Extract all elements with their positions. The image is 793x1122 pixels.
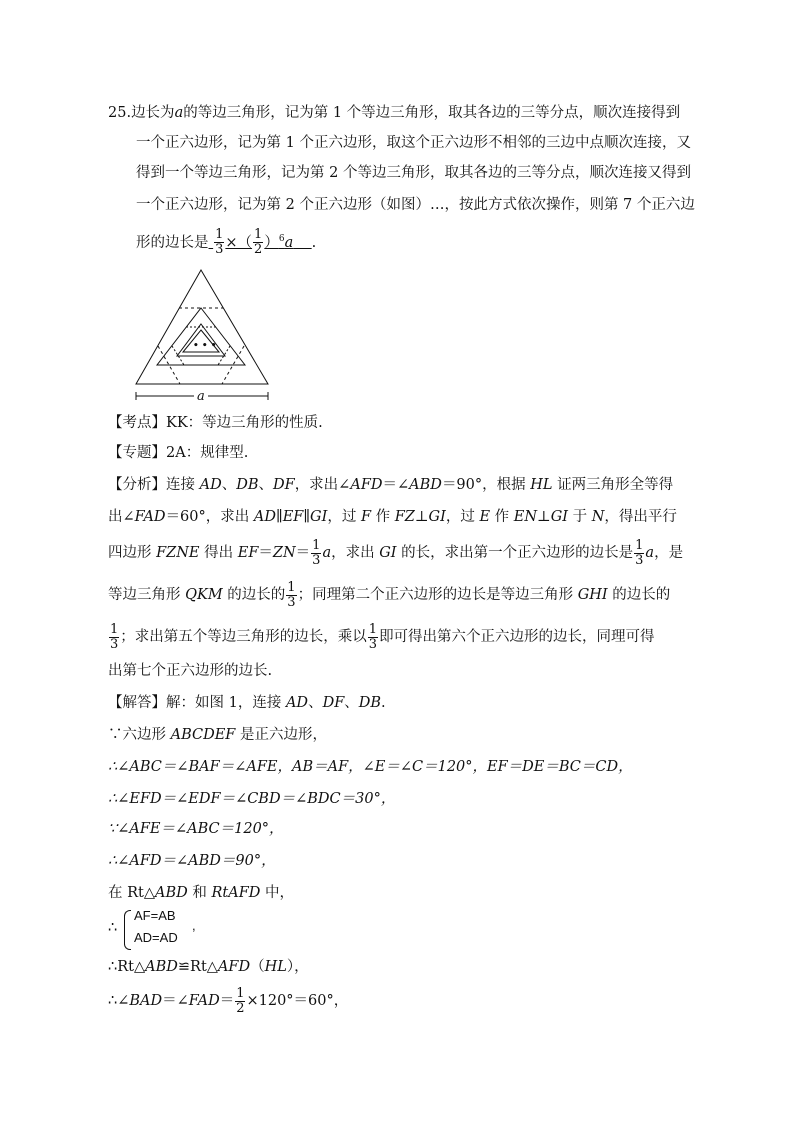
var: E [479, 509, 491, 525]
text: 的等边三角形，记为第 1 个等边三角形，取其各边的三等分点，顺次连接得到 [183, 105, 681, 121]
therefore-symbol: ∴ [108, 920, 118, 936]
var: a [322, 545, 332, 561]
text: ∴Rt△ [108, 959, 146, 975]
text: ＝ [295, 545, 311, 561]
var: ABD [145, 959, 178, 975]
var: BAD [129, 993, 163, 1009]
text: 的边长的 [222, 587, 286, 603]
fraction [311, 539, 321, 568]
text: 是正六边形， [235, 727, 327, 743]
text: 中， [260, 885, 295, 901]
text: 在 Rt△ [108, 885, 156, 901]
text: 的边长的 [607, 587, 671, 603]
var: FAD [188, 993, 220, 1009]
numerator: 1 [368, 621, 378, 637]
fraction [235, 987, 245, 1016]
denominator: 3 [635, 552, 644, 568]
var: ABCDEF [170, 727, 236, 743]
text: ≌Rt△ [177, 959, 218, 975]
text: ∥ [303, 509, 311, 525]
fraction [109, 623, 119, 652]
fraction [368, 623, 378, 652]
text: ×120°＝60°， [246, 993, 349, 1009]
problem-number: 25. [108, 105, 132, 121]
analysis-line-5 [108, 620, 655, 654]
text: 于 [568, 509, 592, 525]
problem-line-3: 得到一个等边三角形，记为第 2 个等边三角形，取其各边的三等分点，顺次连接又得到 [136, 165, 691, 181]
variable-a: a [174, 105, 184, 121]
var: N [591, 509, 605, 525]
system-eq-1: AF=AB [134, 908, 176, 923]
text: ∵六边形 [108, 727, 171, 743]
answer-fraction-1 [214, 228, 224, 257]
text: ×（ [225, 234, 253, 251]
section-tag: 【解答】 [108, 695, 166, 711]
var: a [645, 545, 655, 561]
denominator: 2 [236, 1000, 245, 1016]
text: 四边形 [108, 545, 157, 561]
numerator: 1 [635, 537, 644, 553]
var: FZNE [156, 545, 200, 561]
var: GI [310, 509, 328, 525]
analysis-line-1 [108, 474, 673, 496]
var: DB [236, 477, 259, 493]
var: GI [550, 509, 568, 525]
section-tag: 【专题】 [108, 445, 166, 461]
var: EF [237, 545, 259, 561]
text: 、 [308, 695, 323, 711]
text: . [381, 695, 386, 711]
text: 的长，求出第一个正六边形的边长是 [396, 545, 634, 561]
numerator: 1 [312, 537, 321, 553]
text: 等边三角形 [108, 587, 186, 603]
var: GI [428, 509, 446, 525]
var: AFD [217, 959, 251, 975]
analysis-line-6: 出第七个正六边形的边长. [108, 663, 273, 679]
solution-line-1 [108, 692, 386, 714]
var: GI [379, 545, 397, 561]
var: HL [264, 959, 287, 975]
text: ；同理第二个正六边形的边长是等边三角形 [297, 587, 578, 603]
text: ，过 [445, 509, 480, 525]
solution-line-9 [108, 956, 309, 978]
system-brace [124, 910, 131, 950]
text: ） [264, 234, 279, 251]
solution-line-10 [108, 984, 348, 1018]
problem-line-4: 一个正六边形，记为第 2 个正六边形（如图）…，按此方式依次操作，则第 7 个正六边 [136, 197, 695, 213]
solution-line-2 [108, 724, 327, 746]
var: AFD [350, 477, 383, 493]
text: 出∠ [108, 509, 135, 525]
equation-system [108, 906, 228, 952]
analysis-line-3 [108, 536, 683, 570]
kaodian-line [108, 412, 323, 434]
text: ，求出 [331, 545, 380, 561]
denominator: 3 [110, 636, 119, 652]
denominator: 3 [312, 552, 321, 568]
text: 证两三角形全等得 [552, 477, 674, 493]
analysis-line-2 [108, 506, 677, 528]
fraction [286, 581, 296, 610]
text: ＝∠ [382, 477, 410, 493]
text: 边长为 [131, 105, 175, 121]
text: ＝90°，根据 [441, 477, 531, 493]
solution-line-4: ∴∠EFD＝∠EDF＝∠CBD＝∠BDC＝30°， [108, 791, 396, 807]
var: ABD [155, 885, 188, 901]
answer-blank [209, 227, 312, 258]
problem-line-2: 一个正六边形，记为第 1 个正六边形，取这个正六边形不相邻的三边中点顺次连接，又 [136, 135, 691, 151]
text: 解：如图 1，连接 [166, 695, 286, 711]
var: EF [282, 509, 304, 525]
text: ；求出第五个等边三角形的边长，乘以 [120, 629, 367, 645]
answer-fraction-2 [253, 228, 263, 257]
text: 即可得出第六个正六边形的边长，同理可得 [379, 629, 655, 645]
text: ＝∠ [162, 993, 189, 1009]
denominator: 2 [254, 242, 263, 258]
section-tag: 【考点】 [108, 415, 166, 431]
text: 、 [221, 477, 237, 493]
text: ＝ [258, 545, 273, 561]
solution-line-5: ∵∠AFE＝∠ABC＝120°， [108, 821, 284, 837]
ellipsis-dots: • • • [193, 341, 217, 351]
var: QKM [185, 587, 223, 603]
text: 作 [490, 509, 514, 525]
var: FZ [394, 509, 415, 525]
text: 连接 [166, 477, 200, 493]
denominator: 3 [215, 242, 224, 258]
text: 形的边长是 [136, 234, 209, 251]
problem-line-5 [136, 224, 316, 258]
analysis-line-4 [108, 578, 670, 612]
text: ∴∠ [108, 993, 130, 1009]
text: ＝60°，求出 [165, 509, 254, 525]
var: AD [253, 509, 276, 525]
denominator: 3 [287, 594, 296, 610]
text: 和 [187, 885, 212, 901]
text: 得出 [199, 545, 238, 561]
var: DF [322, 695, 345, 711]
var: AD [199, 477, 222, 493]
text: ，过 [327, 509, 361, 525]
zhuanti-line [108, 442, 248, 464]
text: ⊥ [414, 509, 429, 525]
text: 作 [371, 509, 395, 525]
var: DB [358, 695, 382, 711]
numerator: 1 [254, 227, 263, 243]
var: F [360, 509, 372, 525]
var: DF [273, 477, 295, 493]
text: , [192, 918, 196, 933]
text: 、 [344, 695, 359, 711]
numerator: 1 [215, 227, 224, 243]
solution-line-7 [108, 882, 294, 904]
text: ）， [286, 959, 309, 975]
var: ZN [272, 545, 296, 561]
fraction [634, 539, 644, 568]
exponent: 6 [278, 234, 285, 244]
var: HL [530, 477, 553, 493]
text: ∥ [275, 509, 283, 525]
denominator: 3 [368, 636, 378, 652]
problem-line-1 [108, 102, 680, 124]
nested-triangles-figure [134, 268, 276, 408]
numerator: 1 [287, 579, 296, 595]
var: EN [513, 509, 538, 525]
var: GHI [577, 587, 608, 603]
variable-a: a [284, 234, 294, 251]
text: ⊥ [537, 509, 551, 525]
numerator: 1 [236, 985, 245, 1001]
section-tag: 【分析】 [108, 477, 166, 493]
text: ，求出∠ [294, 477, 351, 493]
var: AD [285, 695, 309, 711]
dimension-label-a: a [197, 389, 205, 404]
text: ，是 [654, 545, 684, 561]
solution-line-3: ∴∠ABC＝∠BAF＝∠AFE，AB＝AF，∠E＝∠C＝120°，EF＝DE＝BC＝CD， [108, 759, 633, 775]
solution-line-6: ∴∠AFD＝∠ABD＝90°， [108, 853, 276, 869]
text: ＝ [219, 993, 235, 1009]
text: 2A：规律型. [166, 445, 249, 461]
text: 、 [258, 477, 273, 493]
var: ABD [409, 477, 442, 493]
system-eq-2: AD=AD [134, 930, 178, 945]
var: FAD [134, 509, 166, 525]
text: ，得出平行 [604, 509, 677, 525]
text: KK：等边三角形的性质. [166, 415, 323, 431]
var: RtAFD [211, 885, 261, 901]
numerator: 1 [110, 621, 119, 637]
text: （ [250, 959, 265, 975]
text: . [311, 234, 317, 251]
